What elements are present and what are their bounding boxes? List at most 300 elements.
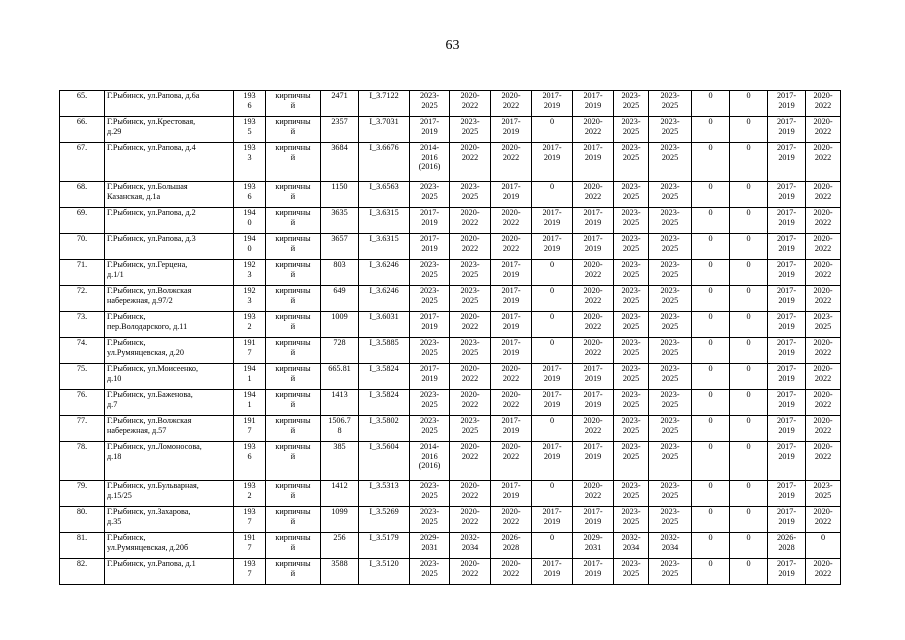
- table-cell: 2023- 2025: [649, 312, 692, 338]
- table-cell: 2017- 2019: [573, 208, 614, 234]
- table-cell: 2023- 2025: [614, 117, 649, 143]
- table-cell: 0: [692, 143, 730, 182]
- table-row: [60, 286, 841, 312]
- table-cell: 2023- 2025: [614, 442, 649, 481]
- address-cell: Г.Рыбинск, ул.Волжская набережная, д.97/2: [105, 286, 234, 312]
- housing-registry-table: [59, 90, 841, 585]
- row-number-cell: 72.: [60, 286, 105, 312]
- table-cell: 193 6: [234, 442, 266, 481]
- table-cell: кирпичны й: [266, 117, 321, 143]
- row-number-cell: 79.: [60, 481, 105, 507]
- table-cell: 2023- 2025: [410, 390, 450, 416]
- table-cell: 3657: [321, 234, 359, 260]
- table-cell: 2017- 2019: [410, 364, 450, 390]
- address-cell: Г.Рыбинск, ул.Герцена, д.1/1: [105, 260, 234, 286]
- table-cell: 0: [730, 286, 768, 312]
- table-cell: 2017- 2019: [410, 234, 450, 260]
- row-number-cell: 70.: [60, 234, 105, 260]
- table-cell: 193 2: [234, 481, 266, 507]
- table-cell: 2017- 2019: [768, 390, 806, 416]
- table-cell: 1009: [321, 312, 359, 338]
- table-cell: 191 7: [234, 533, 266, 559]
- table-cell: 2023- 2025: [649, 390, 692, 416]
- table-cell: 2023- 2025: [614, 507, 649, 533]
- table-cell: 2017- 2019: [491, 286, 532, 312]
- table-cell: 2020- 2022: [573, 312, 614, 338]
- table-cell: 2471: [321, 91, 359, 117]
- table-cell: 2020- 2022: [806, 416, 841, 442]
- table-cell: 2017- 2019: [491, 182, 532, 208]
- table-cell: кирпичны й: [266, 182, 321, 208]
- table-cell: 2023- 2025: [614, 416, 649, 442]
- row-number-cell: 71.: [60, 260, 105, 286]
- row-number-cell: 73.: [60, 312, 105, 338]
- table-cell: кирпичны й: [266, 481, 321, 507]
- table-cell: 2023- 2025: [614, 91, 649, 117]
- row-number-cell: 65.: [60, 91, 105, 117]
- row-number-cell: 78.: [60, 442, 105, 481]
- table-cell: 191 7: [234, 416, 266, 442]
- table-cell: 3635: [321, 208, 359, 234]
- table-cell: I_3.5179: [359, 533, 410, 559]
- table-cell: 0: [532, 533, 573, 559]
- table-cell: 2020- 2022: [491, 143, 532, 182]
- row-number-cell: 77.: [60, 416, 105, 442]
- table-cell: 194 1: [234, 364, 266, 390]
- table-cell: кирпичны й: [266, 533, 321, 559]
- table-cell: 0: [692, 117, 730, 143]
- table-cell: 2020- 2022: [573, 338, 614, 364]
- table-cell: 2023- 2025: [614, 364, 649, 390]
- table-cell: 2020- 2022: [573, 286, 614, 312]
- address-cell: Г.Рыбинск, ул.Ломоносова, д.18: [105, 442, 234, 481]
- table-cell: 0: [692, 260, 730, 286]
- table-cell: кирпичны й: [266, 338, 321, 364]
- table-cell: 2017- 2019: [768, 559, 806, 585]
- row-number-cell: 66.: [60, 117, 105, 143]
- table-cell: 728: [321, 338, 359, 364]
- table-cell: 0: [730, 234, 768, 260]
- table-cell: I_3.6676: [359, 143, 410, 182]
- table-cell: 2023- 2025: [614, 338, 649, 364]
- table-cell: 194 0: [234, 208, 266, 234]
- table-cell: 2026- 2028: [491, 533, 532, 559]
- table-cell: 0: [692, 390, 730, 416]
- table-cell: кирпичны й: [266, 416, 321, 442]
- table-cell: 2020- 2022: [806, 559, 841, 585]
- table-cell: 2017- 2019: [532, 143, 573, 182]
- table-cell: 2017- 2019: [768, 260, 806, 286]
- table-cell: 2020- 2022: [573, 260, 614, 286]
- table-cell: 2014- 2016 (2016): [410, 143, 450, 182]
- table-cell: 2020- 2022: [450, 390, 491, 416]
- table-cell: 0: [692, 559, 730, 585]
- table-cell: I_3.5824: [359, 364, 410, 390]
- table-row: [60, 416, 841, 442]
- table-cell: 0: [692, 208, 730, 234]
- row-number-cell: 76.: [60, 390, 105, 416]
- table-cell: 194 0: [234, 234, 266, 260]
- table-cell: 2017- 2019: [768, 312, 806, 338]
- table-cell: 2023- 2025: [649, 143, 692, 182]
- address-cell: Г.Рыбинск, ул.Румянцевская, д.20б: [105, 533, 234, 559]
- table-cell: 0: [730, 91, 768, 117]
- table-cell: 2023- 2025: [450, 416, 491, 442]
- table-cell: 1099: [321, 507, 359, 533]
- table-cell: кирпичны й: [266, 559, 321, 585]
- table-row: [60, 507, 841, 533]
- table-cell: 2017- 2019: [573, 507, 614, 533]
- table-cell: I_3.5313: [359, 481, 410, 507]
- table-cell: 3684: [321, 143, 359, 182]
- address-cell: Г.Рыбинск, ул.Моисеенко, д.10: [105, 364, 234, 390]
- table-cell: 2020- 2022: [806, 234, 841, 260]
- table-cell: кирпичны й: [266, 143, 321, 182]
- table-cell: 2020- 2022: [450, 208, 491, 234]
- table-cell: 0: [532, 338, 573, 364]
- table-cell: 2017- 2019: [768, 143, 806, 182]
- table-cell: 2023- 2025: [614, 390, 649, 416]
- table-cell: 193 2: [234, 312, 266, 338]
- table-cell: 385: [321, 442, 359, 481]
- table-cell: 2017- 2019: [573, 390, 614, 416]
- table-cell: 0: [730, 416, 768, 442]
- table-cell: 2023- 2025: [649, 182, 692, 208]
- table-cell: 2023- 2025: [450, 338, 491, 364]
- table-cell: 2020- 2022: [806, 208, 841, 234]
- table-cell: I_3.5824: [359, 390, 410, 416]
- table-cell: 2023- 2025: [649, 507, 692, 533]
- table-cell: 0: [692, 286, 730, 312]
- table-cell: 2017- 2019: [491, 260, 532, 286]
- table-cell: 193 6: [234, 91, 266, 117]
- table-cell: 2017- 2019: [573, 143, 614, 182]
- table-cell: 1506.7 8: [321, 416, 359, 442]
- row-number-cell: 74.: [60, 338, 105, 364]
- table-cell: 2020- 2022: [450, 312, 491, 338]
- table-row: [60, 442, 841, 481]
- address-cell: Г.Рыбинск, ул.Румянцевская, д.20: [105, 338, 234, 364]
- address-cell: Г.Рыбинск, пер.Володарского, д.11: [105, 312, 234, 338]
- table-cell: 2014- 2016 (2016): [410, 442, 450, 481]
- table-cell: 2023- 2025: [614, 182, 649, 208]
- table-cell: 1412: [321, 481, 359, 507]
- table-cell: 0: [730, 143, 768, 182]
- table-cell: кирпичны й: [266, 234, 321, 260]
- table-cell: 2017- 2019: [768, 117, 806, 143]
- table-row: [60, 338, 841, 364]
- table-cell: 2017- 2019: [768, 416, 806, 442]
- row-number-cell: 82.: [60, 559, 105, 585]
- address-cell: Г.Рыбинск, ул.Захарова, д.35: [105, 507, 234, 533]
- table-cell: 0: [692, 533, 730, 559]
- table-cell: 2023- 2025: [806, 312, 841, 338]
- table-cell: 2020- 2022: [450, 234, 491, 260]
- table-cell: 2017- 2019: [768, 442, 806, 481]
- table-cell: 0: [806, 533, 841, 559]
- table-cell: I_3.5885: [359, 338, 410, 364]
- table-cell: 2017- 2019: [491, 481, 532, 507]
- table-cell: 2017- 2019: [491, 416, 532, 442]
- table-cell: 0: [532, 182, 573, 208]
- row-number-cell: 67.: [60, 143, 105, 182]
- table-cell: 2029- 2031: [410, 533, 450, 559]
- table-cell: 0: [692, 481, 730, 507]
- table-cell: 2017- 2019: [532, 91, 573, 117]
- address-cell: Г.Рыбинск, ул.Большая Казанская, д.1а: [105, 182, 234, 208]
- table-cell: 2023- 2025: [410, 286, 450, 312]
- table-cell: 2023- 2025: [410, 481, 450, 507]
- table-cell: 2023- 2025: [450, 286, 491, 312]
- table-cell: 2023- 2025: [649, 481, 692, 507]
- table-cell: 2032- 2034: [614, 533, 649, 559]
- table-cell: 2023- 2025: [614, 312, 649, 338]
- table-cell: 2023- 2025: [649, 117, 692, 143]
- table-row: [60, 260, 841, 286]
- row-number-cell: 80.: [60, 507, 105, 533]
- table-cell: 2017- 2019: [768, 286, 806, 312]
- table-cell: кирпичны й: [266, 390, 321, 416]
- table-cell: 2032- 2034: [649, 533, 692, 559]
- table-cell: 2017- 2019: [768, 507, 806, 533]
- table-cell: 2023- 2025: [806, 481, 841, 507]
- table-cell: 2017- 2019: [532, 442, 573, 481]
- table-cell: 2023- 2025: [649, 234, 692, 260]
- table-cell: 2020- 2022: [491, 364, 532, 390]
- table-cell: 2023- 2025: [649, 338, 692, 364]
- table-cell: I_3.6315: [359, 234, 410, 260]
- table-cell: 2032- 2034: [450, 533, 491, 559]
- table-cell: 2020- 2022: [450, 143, 491, 182]
- table-cell: I_3.5269: [359, 507, 410, 533]
- table-cell: 2020- 2022: [806, 143, 841, 182]
- table-cell: 2017- 2019: [491, 312, 532, 338]
- table-cell: 2017- 2019: [410, 117, 450, 143]
- row-number-cell: 68.: [60, 182, 105, 208]
- table-cell: 2020- 2022: [491, 442, 532, 481]
- table-cell: 0: [730, 559, 768, 585]
- table-cell: 193 3: [234, 143, 266, 182]
- row-number-cell: 81.: [60, 533, 105, 559]
- table-cell: 193 5: [234, 117, 266, 143]
- table-cell: 2017- 2019: [768, 234, 806, 260]
- table-cell: 2020- 2022: [491, 234, 532, 260]
- table-cell: 2023- 2025: [649, 260, 692, 286]
- table-cell: 2017- 2019: [491, 117, 532, 143]
- address-cell: Г.Рыбинск, ул.Крестовая, д.29: [105, 117, 234, 143]
- table-cell: 2020- 2022: [450, 91, 491, 117]
- table-cell: 2020- 2022: [806, 260, 841, 286]
- table-cell: I_3.6315: [359, 208, 410, 234]
- table-cell: 3588: [321, 559, 359, 585]
- address-cell: Г.Рыбинск, ул.Рапова, д.3: [105, 234, 234, 260]
- table-body: [60, 91, 841, 585]
- address-cell: Г.Рыбинск, ул.Рапова, д.6а: [105, 91, 234, 117]
- table-cell: 0: [532, 312, 573, 338]
- row-number-cell: 75.: [60, 364, 105, 390]
- table-cell: кирпичны й: [266, 91, 321, 117]
- table-row: [60, 390, 841, 416]
- table-cell: 2017- 2019: [768, 182, 806, 208]
- table-cell: 2017- 2019: [573, 364, 614, 390]
- table-cell: 192 3: [234, 260, 266, 286]
- table-cell: 2357: [321, 117, 359, 143]
- table-cell: 0: [730, 338, 768, 364]
- table-cell: кирпичны й: [266, 312, 321, 338]
- table-cell: 2020- 2022: [806, 182, 841, 208]
- table-cell: I_3.5604: [359, 442, 410, 481]
- table-row: [60, 364, 841, 390]
- table-row: [60, 481, 841, 507]
- table-cell: 0: [730, 364, 768, 390]
- address-cell: Г.Рыбинск, ул.Рапова, д.2: [105, 208, 234, 234]
- table-cell: 2029- 2031: [573, 533, 614, 559]
- table-cell: 2023- 2025: [450, 260, 491, 286]
- table-cell: 2020- 2022: [806, 286, 841, 312]
- table-cell: 192 3: [234, 286, 266, 312]
- table-cell: 0: [730, 481, 768, 507]
- table-cell: 2023- 2025: [649, 286, 692, 312]
- table-cell: кирпичны й: [266, 364, 321, 390]
- table-cell: 2023- 2025: [410, 91, 450, 117]
- table-cell: 0: [692, 507, 730, 533]
- table-cell: 2020- 2022: [450, 559, 491, 585]
- table-cell: 2023- 2025: [450, 117, 491, 143]
- table-cell: 256: [321, 533, 359, 559]
- table-cell: кирпичны й: [266, 260, 321, 286]
- table-cell: 2023- 2025: [614, 234, 649, 260]
- table-cell: 2023- 2025: [649, 208, 692, 234]
- table-cell: 2023- 2025: [614, 143, 649, 182]
- table-cell: 193 7: [234, 559, 266, 585]
- table-cell: 649: [321, 286, 359, 312]
- table-row: [60, 182, 841, 208]
- table-cell: 2017- 2019: [491, 338, 532, 364]
- table-cell: 2020- 2022: [806, 507, 841, 533]
- table-cell: 665.81: [321, 364, 359, 390]
- table-cell: 2023- 2025: [614, 481, 649, 507]
- table-cell: 2020- 2022: [573, 117, 614, 143]
- table-cell: 0: [730, 390, 768, 416]
- table-cell: 0: [532, 117, 573, 143]
- table-cell: 2017- 2019: [768, 208, 806, 234]
- table-cell: I_3.6246: [359, 286, 410, 312]
- table-cell: 0: [692, 312, 730, 338]
- address-cell: Г.Рыбинск, ул.Баженова, д.7: [105, 390, 234, 416]
- table-cell: 2017- 2019: [573, 91, 614, 117]
- table-cell: 2023- 2025: [450, 182, 491, 208]
- table-cell: 2023- 2025: [410, 260, 450, 286]
- table-cell: 2023- 2025: [649, 91, 692, 117]
- table-cell: 0: [730, 442, 768, 481]
- table-cell: 2017- 2019: [573, 234, 614, 260]
- table-cell: 2020- 2022: [450, 364, 491, 390]
- table-cell: 0: [730, 182, 768, 208]
- table-row: [60, 234, 841, 260]
- table-cell: 2023- 2025: [614, 208, 649, 234]
- table-cell: I_3.6563: [359, 182, 410, 208]
- table-cell: 0: [532, 416, 573, 442]
- table-row: [60, 533, 841, 559]
- table-cell: 2020- 2022: [450, 442, 491, 481]
- table-cell: 0: [692, 91, 730, 117]
- table-cell: 193 7: [234, 507, 266, 533]
- table-cell: 2023- 2025: [410, 559, 450, 585]
- row-number-cell: 69.: [60, 208, 105, 234]
- table-cell: 0: [692, 338, 730, 364]
- table-cell: 2020- 2022: [573, 182, 614, 208]
- table-cell: 2020- 2022: [450, 481, 491, 507]
- table-cell: 2020- 2022: [806, 390, 841, 416]
- table-cell: 0: [730, 312, 768, 338]
- table-cell: 2026- 2028: [768, 533, 806, 559]
- table-cell: 1150: [321, 182, 359, 208]
- table-cell: 2020- 2022: [806, 442, 841, 481]
- table-cell: 2023- 2025: [649, 442, 692, 481]
- table-cell: 2020- 2022: [806, 117, 841, 143]
- table-cell: I_3.5802: [359, 416, 410, 442]
- table-cell: 2023- 2025: [614, 260, 649, 286]
- table-row: [60, 559, 841, 585]
- table-cell: 2020- 2022: [491, 91, 532, 117]
- table-cell: 2017- 2019: [532, 559, 573, 585]
- table-cell: 0: [532, 481, 573, 507]
- table-cell: 194 1: [234, 390, 266, 416]
- table-row: [60, 117, 841, 143]
- table-cell: 2017- 2019: [532, 507, 573, 533]
- table-cell: I_3.7122: [359, 91, 410, 117]
- table-cell: кирпичны й: [266, 286, 321, 312]
- table-row: [60, 208, 841, 234]
- page-number: 63: [445, 38, 460, 53]
- table-cell: 2017- 2019: [410, 208, 450, 234]
- table-cell: 0: [730, 208, 768, 234]
- table-cell: 2023- 2025: [410, 416, 450, 442]
- table-cell: 191 7: [234, 338, 266, 364]
- table-cell: 0: [730, 507, 768, 533]
- table-cell: 0: [692, 182, 730, 208]
- table-cell: 2017- 2019: [532, 208, 573, 234]
- table-cell: 2017- 2019: [768, 91, 806, 117]
- address-cell: Г.Рыбинск, ул.Рапова, д.1: [105, 559, 234, 585]
- table-cell: 0: [730, 533, 768, 559]
- table-cell: 2023- 2025: [410, 507, 450, 533]
- address-cell: Г.Рыбинск, ул.Волжская набережная, д.57: [105, 416, 234, 442]
- table-cell: кирпичны й: [266, 442, 321, 481]
- table-cell: 0: [730, 117, 768, 143]
- table-cell: 2023- 2025: [614, 559, 649, 585]
- table-row: [60, 91, 841, 117]
- table-cell: 803: [321, 260, 359, 286]
- table-row: [60, 143, 841, 182]
- table-cell: 2023- 2025: [649, 559, 692, 585]
- table-cell: I_3.7031: [359, 117, 410, 143]
- table-cell: I_3.6031: [359, 312, 410, 338]
- table-cell: I_3.6246: [359, 260, 410, 286]
- table-cell: 2023- 2025: [649, 416, 692, 442]
- table-cell: 2017- 2019: [573, 559, 614, 585]
- table-cell: 2023- 2025: [410, 338, 450, 364]
- table-cell: 2017- 2019: [532, 234, 573, 260]
- table-row: [60, 312, 841, 338]
- table-cell: 2020- 2022: [573, 416, 614, 442]
- address-cell: Г.Рыбинск, ул.Бульварная, д.15/25: [105, 481, 234, 507]
- table-cell: кирпичны й: [266, 208, 321, 234]
- table-cell: 2020- 2022: [491, 507, 532, 533]
- table-cell: 0: [532, 286, 573, 312]
- table-cell: 2020- 2022: [491, 559, 532, 585]
- table-cell: 2020- 2022: [573, 481, 614, 507]
